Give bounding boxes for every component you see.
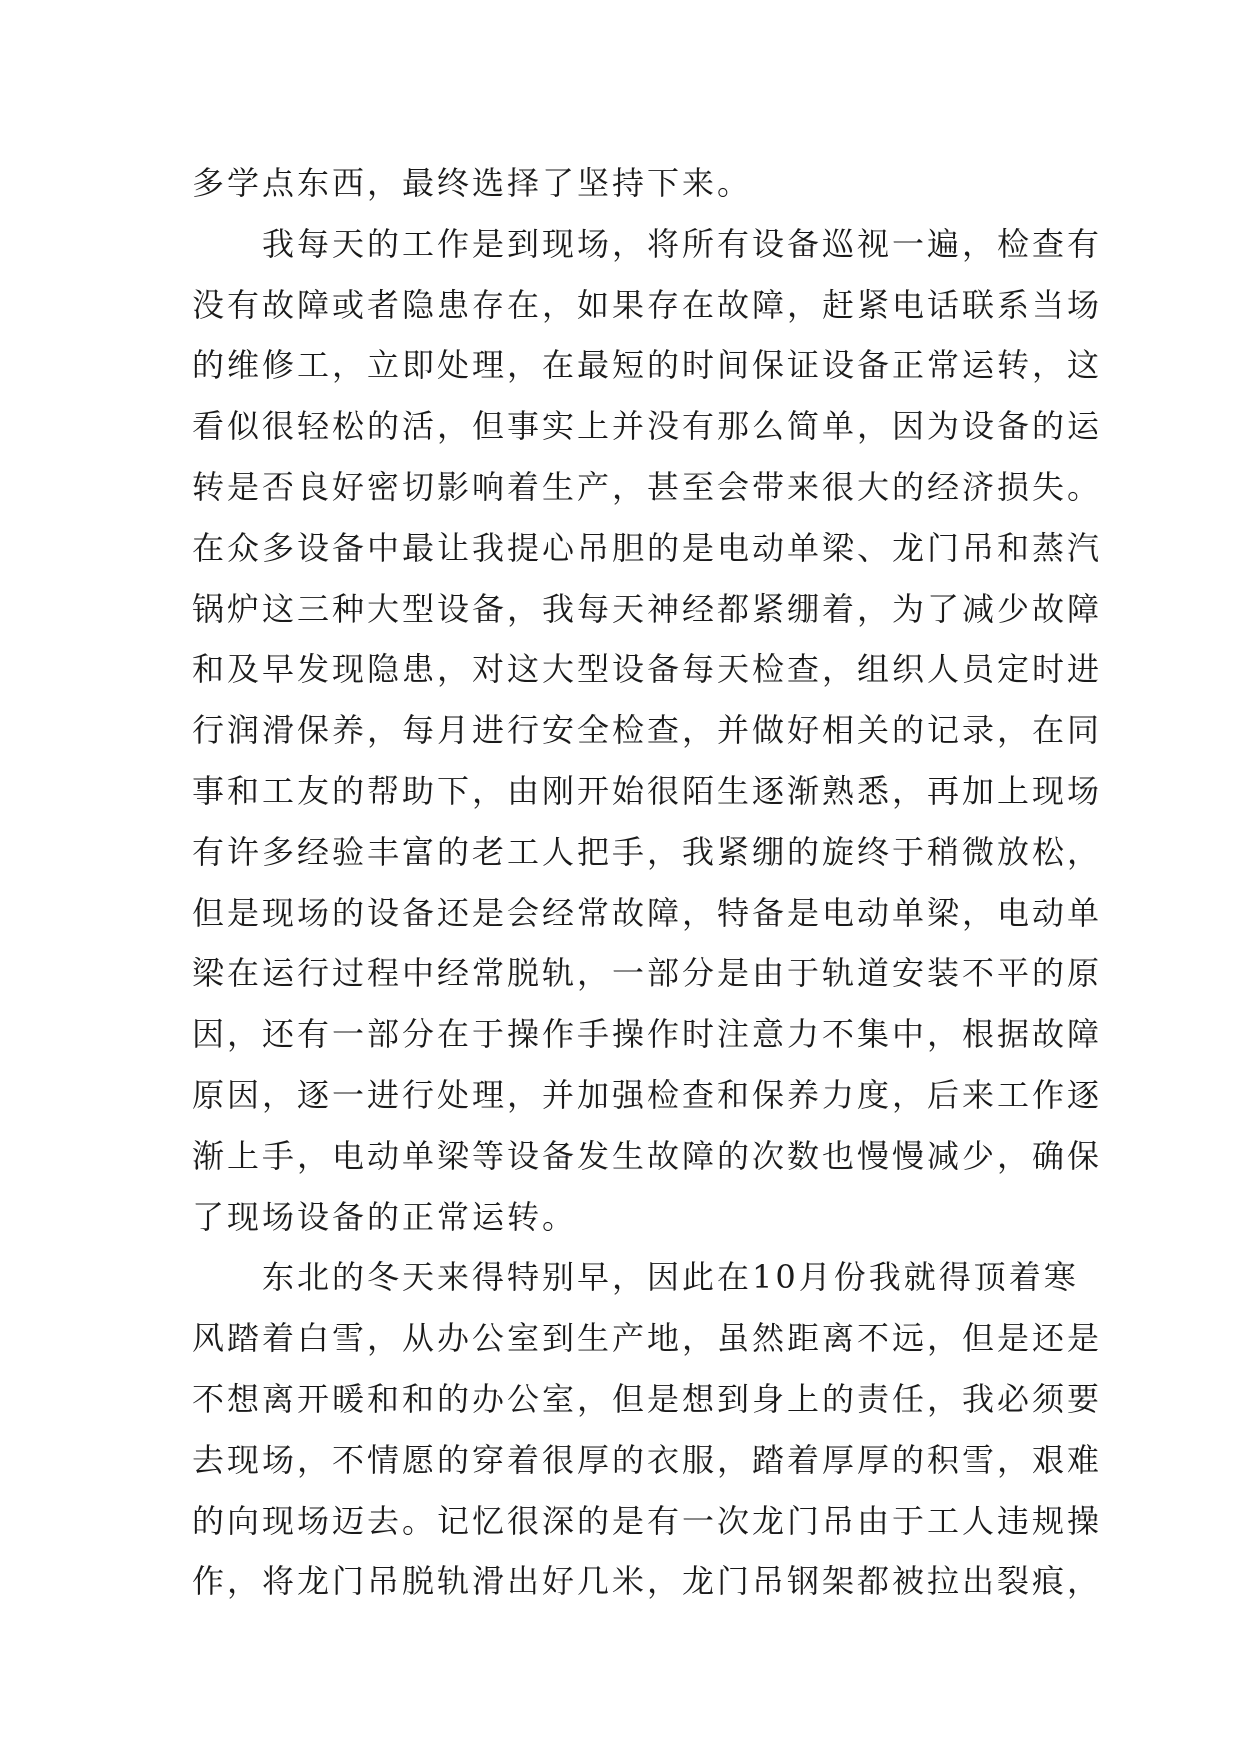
text-line: 梁在运行过程中经常脱轨，一部分是由于轨道安装不平的原 [192,954,1103,993]
text-line: 在众多设备中最让我提心吊胆的是电动单梁、龙门吊和蒸汽 [192,528,1103,567]
text-line: 没有故障或者隐患存在，如果存在故障，赶紧电话联系当场 [192,285,1103,324]
text-line: 和及早发现隐患，对这大型设备每天检查，组织人员定时进 [192,650,1103,689]
body-text [192,153,1103,1612]
text-line: 原因，逐一进行处理，并加强检查和保养力度，后来工作逐 [192,1075,1103,1114]
text-line: 不想离开暖和和的办公室，但是想到身上的责任，我必须要 [192,1379,1103,1418]
text-line: 锅炉这三种大型设备，我每天神经都紧绷着，为了减少故障 [192,589,1103,628]
text-line: 有许多经验丰富的老工人把手，我紧绷的旋终于稍微放松， [192,832,1103,871]
text-line: 转是否良好密切影响着生产，甚至会带来很大的经济损失。 [192,467,1103,506]
text-line: 了现场设备的正常运转。 [192,1197,578,1236]
text-line: 但是现场的设备还是会经常故障，特备是电动单梁，电动单 [192,893,1103,932]
text-line: 风踏着白雪，从办公室到生产地，虽然距离不远，但是还是 [192,1319,1103,1358]
text-line: 多学点东西，最终选择了坚持下来。 [192,164,753,202]
text-line: 作，将龙门吊脱轨滑出好几米，龙门吊钢架都被拉出裂痕， [192,1562,1103,1601]
text-line: 的维修工，立即处理，在最短的时间保证设备正常运转，这 [192,346,1103,385]
text-line: 事和工友的帮助下，由刚开始很陌生逐渐熟悉，再加上现场 [192,771,1103,810]
text-line-paragraph-start: 我每天的工作是到现场，将所有设备巡视一遍，检查有 [262,224,1103,263]
text-line-paragraph-start: 东北的冬天来得特别早，因此在10月份我就得顶着寒 [262,1258,1079,1297]
text-line: 渐上手，电动单梁等设备发生故障的次数也慢慢减少，确保 [192,1136,1103,1175]
text-line: 去现场，不情愿的穿着很厚的衣服，踏着厚厚的积雪，艰难 [192,1440,1103,1479]
text-line: 行润滑保养，每月进行安全检查，并做好相关的记录，在同 [192,711,1103,750]
text-line: 看似很轻松的活，但事实上并没有那么简单，因为设备的运 [192,407,1103,446]
text-line: 的向现场迈去。记忆很深的是有一次龙门吊由于工人违规操 [192,1501,1103,1540]
text-line: 因，还有一部分在于操作手操作时注意力不集中，根据故障 [192,1015,1103,1054]
